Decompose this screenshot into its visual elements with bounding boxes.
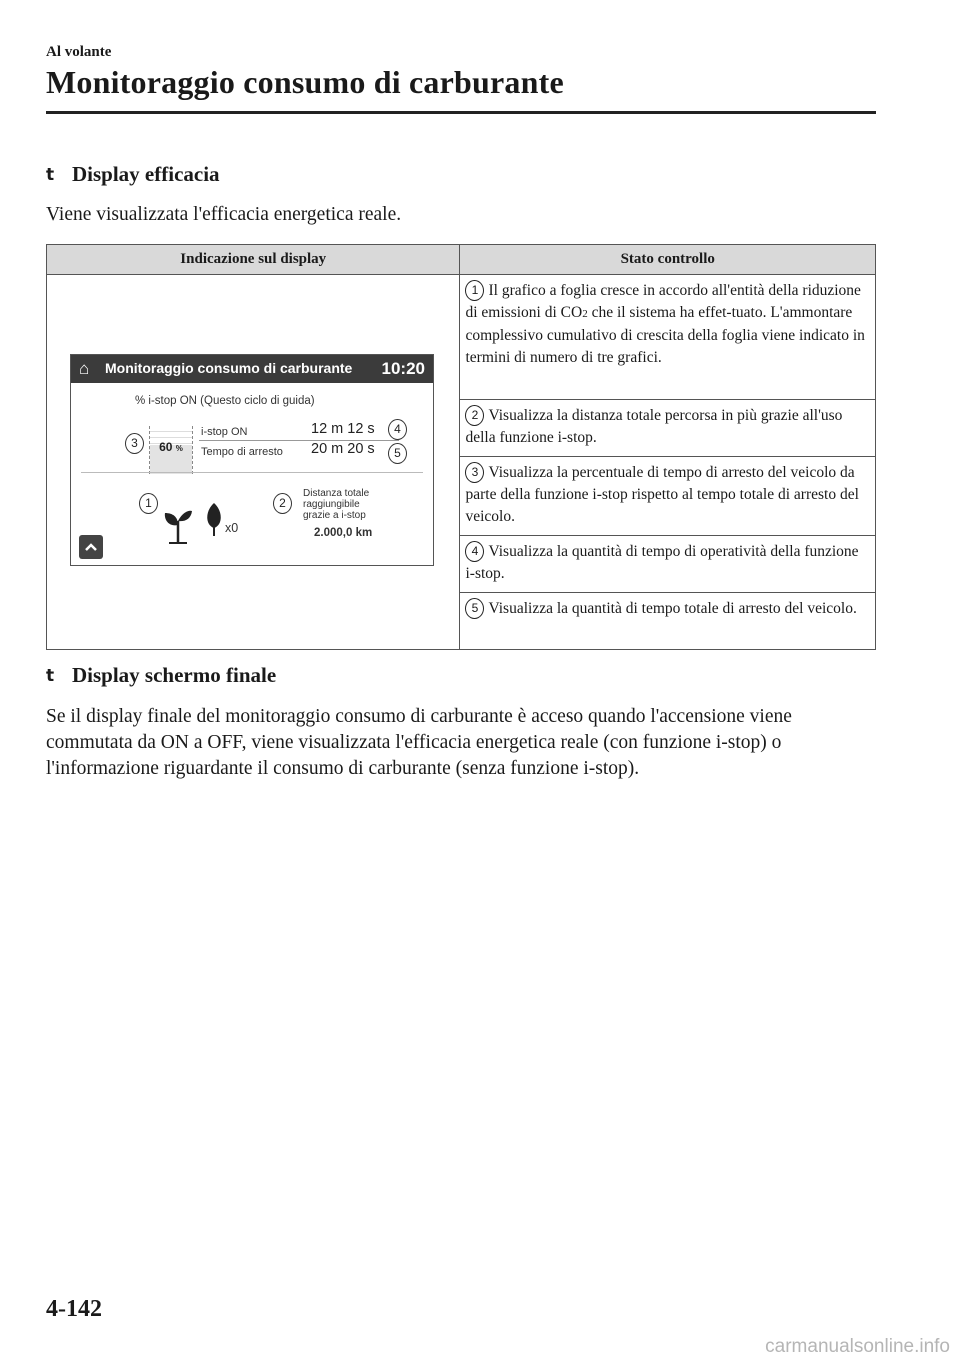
chevron-up-icon — [84, 542, 98, 552]
number-badge: 2 — [465, 405, 484, 426]
number-badge: 5 — [465, 598, 484, 619]
heading-display-schermo-finale — [46, 663, 276, 688]
table-row — [47, 275, 876, 400]
info-table — [46, 244, 876, 650]
body-paragraph: Se il display finale del monitoraggio consumo di carburante è acceso quando l'accensione viene commutata da ON a OFF, viene visualizzata l'efficacia energetica reale (con funzione i-stop) o l'informazione riguardante il consumo di carburante (senza funzione i-stop). — [46, 706, 792, 779]
distance-value: 2.000,0 km — [314, 527, 373, 539]
heading-text: Display efficacia — [72, 162, 220, 186]
page-title: Monitoraggio consumo di carburante — [46, 64, 564, 100]
watermark: carmanualsonline.info — [765, 1336, 950, 1357]
callout-2: 2 — [273, 493, 292, 514]
gauge-readout: 60 % — [159, 440, 183, 454]
callout-1: 1 — [139, 493, 158, 514]
leaf-sprout-icon — [163, 503, 193, 545]
screen-title-bar — [71, 355, 433, 383]
screen-subtitle: % i-stop ON (Questo ciclo di guida) — [135, 395, 315, 407]
stop-time-label: Tempo di arresto — [201, 446, 283, 458]
heading-text: Display schermo finale — [72, 663, 277, 687]
title-divider — [46, 111, 876, 114]
home-icon[interactable]: ⌂ — [79, 359, 90, 378]
heading-display-efficacia — [46, 162, 220, 187]
number-badge: 3 — [465, 462, 484, 483]
col-header-display: Indicazione sul display — [47, 245, 460, 275]
screen-title: Monitoraggio consumo di carburante — [105, 360, 353, 376]
col-header-status: Stato controllo — [460, 245, 876, 275]
tree-count: x0 — [225, 521, 239, 535]
tree-icon — [203, 501, 225, 537]
status-desc-2: 2 Visualizza la distanza totale percorsa in più grazie all'uso della funzione i-stop. — [460, 400, 876, 457]
callout-4: 4 — [388, 419, 407, 440]
fuel-monitor-screen — [70, 354, 434, 566]
distance-label: Distanza totale raggiungibile grazie a i-stop — [303, 488, 370, 521]
table-header-row — [47, 245, 876, 275]
stop-time-value: 20 m 20 s — [311, 441, 375, 457]
section-label: Al volante — [46, 44, 112, 60]
number-badge: 4 — [465, 541, 484, 562]
intro-text: Viene visualizzata l'efficacia energetica reale. — [46, 204, 402, 225]
bullet-icon: t — [46, 665, 55, 686]
status-desc-5: 5 Visualizza la quantità di tempo totale di arresto del veicolo. — [460, 593, 876, 650]
bullet-icon: t — [46, 164, 55, 185]
istop-percent-gauge — [149, 426, 193, 474]
istop-on-label: i-stop ON — [201, 426, 248, 438]
clock: 10:20 — [381, 359, 425, 378]
number-badge: 1 — [465, 280, 484, 301]
scroll-up-button[interactable] — [79, 535, 103, 559]
page-number: 4-142 — [46, 1296, 102, 1322]
callout-5: 5 — [388, 443, 407, 464]
callout-3: 3 — [125, 433, 144, 454]
status-desc-3: 3 Visualizza la percentuale di tempo di arresto del veicolo da parte della funzione i-stop rispetto al tempo totale di arresto del veicolo. — [460, 456, 876, 535]
display-illustration-cell — [47, 275, 460, 650]
status-desc-1: 1 Il grafico a foglia cresce in accordo all'entità della riduzione di emissioni di CO2 che il sistema ha effet-tuato. L'ammontare complessivo cumulativo di crescita della foglia viene indicato in termini di numero di tre grafici. — [460, 275, 876, 400]
status-desc-4: 4 Visualizza la quantità di tempo di operatività della funzione i-stop. — [460, 536, 876, 593]
istop-on-value: 12 m 12 s — [311, 421, 375, 437]
section-divider — [81, 472, 423, 473]
